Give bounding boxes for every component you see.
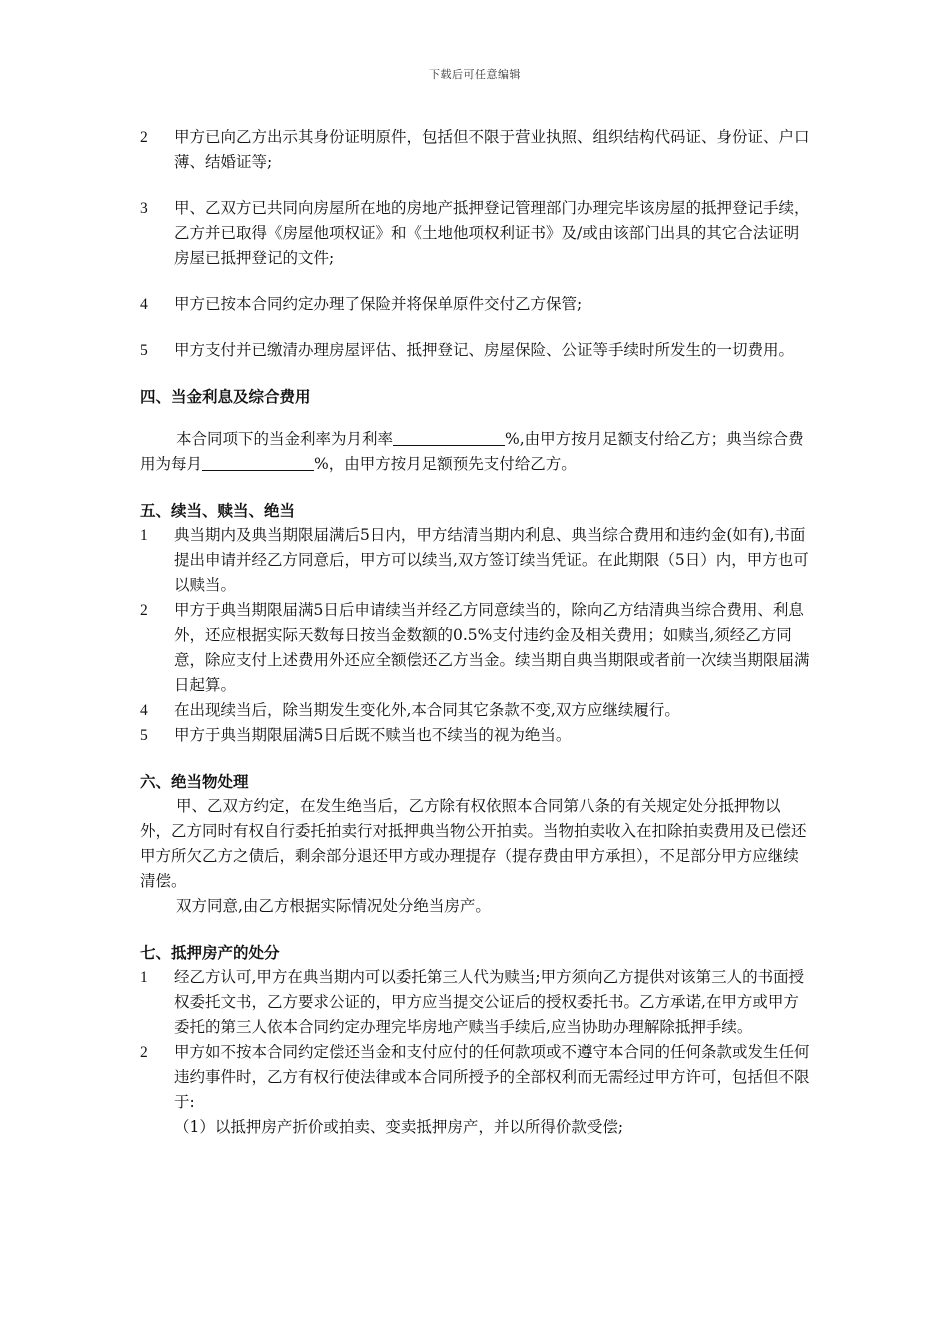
list-item (140, 598, 810, 698)
list-item (140, 338, 810, 363)
item-text: 甲方支付并已缴清办理房屋评估、抵押登记、房屋保险、公证等手续时所发生的一切费用。 (174, 341, 795, 359)
list-item (140, 196, 810, 271)
fill-in-blank[interactable] (202, 452, 314, 471)
paragraph: 甲、乙双方约定，在发生绝当后，乙方除有权依照本合同第八条的有关规定处分抵押物以外，乙方同时有权自行委托拍卖行对抵押典当物公开拍卖。当物拍卖收入在扣除拍卖费用及已偿还甲方所欠乙方之债后，剩余部分退还甲方或办理提存（提存费由甲方承担），不足部分甲方应继续清偿。 (140, 797, 807, 890)
item-text: 甲方已按本合同约定办理了保险并将保单原件交付乙方保管; (174, 295, 583, 313)
paragraph (140, 427, 810, 477)
document-body (140, 125, 810, 1140)
item-number: 2 (140, 602, 148, 619)
item-text: 甲方已向乙方出示其身份证明原件，包括但不限于营业执照、组织结构代码证、身份证、户口薄、结婚证等; (174, 128, 810, 171)
list-item (140, 698, 810, 723)
item-number: 1 (140, 527, 148, 544)
list-item (140, 965, 810, 1040)
item-text: 甲方如不按本合同约定偿还当金和支付应付的任何款项或不遵守本合同的任何条款或发生任何违约事件时，乙方有权行使法律或本合同所授予的全部权利而无需经过甲方许可，包括但不限于: (174, 1043, 810, 1111)
list-item (140, 292, 810, 317)
item-text: 在出现续当后，除当期发生变化外,本合同其它条款不变,双方应继续履行。 (174, 701, 680, 719)
list-item (140, 1040, 810, 1115)
list-item (140, 723, 810, 748)
paragraph-text: %，由甲方按月足额预先支付给乙方。 (314, 455, 577, 473)
paragraph: 双方同意,由乙方根据实际情况处分绝当房产。 (176, 897, 491, 915)
item-number: 1 (140, 969, 148, 986)
page-header: 下载后可任意编辑 (429, 68, 521, 81)
item-number: 4 (140, 702, 148, 719)
sub-item-text: （1）以抵押房产折价或拍卖、变卖抵押房产，并以所得价款受偿; (174, 1118, 624, 1136)
item-number: 5 (140, 727, 148, 744)
item-number: 2 (140, 1044, 148, 1061)
section-heading: 五、续当、赎当、绝当 (140, 501, 296, 520)
list-item (140, 1115, 810, 1140)
fill-in-blank[interactable] (393, 427, 505, 446)
list-item (140, 523, 810, 598)
item-text: 甲、乙双方已共同向房屋所在地的房地产抵押登记管理部门办理完毕该房屋的抵押登记手续，乙方并已取得《房屋他项权证》和《土地他项权利证书》及/或由该部门出具的其它合法证明房屋已抵押登记的文件; (174, 199, 810, 267)
item-text: 经乙方认可,甲方在典当期内可以委托第三人代为赎当;甲方须向乙方提供对该第三人的书面授权委托文书，乙方要求公证的，甲方应当提交公证后的授权委托书。乙方承诺,在甲方或甲方委托的第三人依本合同约定办理完毕房地产赎当手续后,应当协助办理解除抵押手续。 (174, 968, 805, 1036)
paragraph-text: %,由甲方按月足额支付给乙方；典当综合费用为每月 (140, 430, 804, 473)
item-number: 2 (140, 129, 148, 146)
list-item (140, 125, 810, 175)
item-text: 典当期内及典当期限届满后5日内，甲方结清当期内利息、典当综合费用和违约金(如有),书面提出申请并经乙方同意后，甲方可以续当,双方签订续当凭证。在此期限（5日）内，甲方也可以赎当。 (174, 526, 809, 594)
section-heading: 六、绝当物处理 (140, 772, 249, 791)
item-text: 甲方于典当期限届满5日后申请续当并经乙方同意续当的，除向乙方结清典当综合费用、利息外，还应根据实际天数每日按当金数额的0.5%支付违约金及相关费用；如赎当,须经乙方同意，除应支付上述费用外还应全额偿还乙方当金。续当期自典当期限或者前一次续当期限届满日起算。 (174, 601, 810, 694)
section-heading: 四、当金利息及综合费用 (140, 387, 311, 406)
section-heading: 七、抵押房产的处分 (140, 943, 280, 962)
item-text: 甲方于典当期限届满5日后既不赎当也不续当的视为绝当。 (174, 726, 572, 744)
item-number: 4 (140, 296, 148, 313)
item-number: 3 (140, 200, 148, 217)
paragraph-text: 本合同项下的当金利率为月利率 (176, 430, 394, 448)
item-number: 5 (140, 342, 148, 359)
